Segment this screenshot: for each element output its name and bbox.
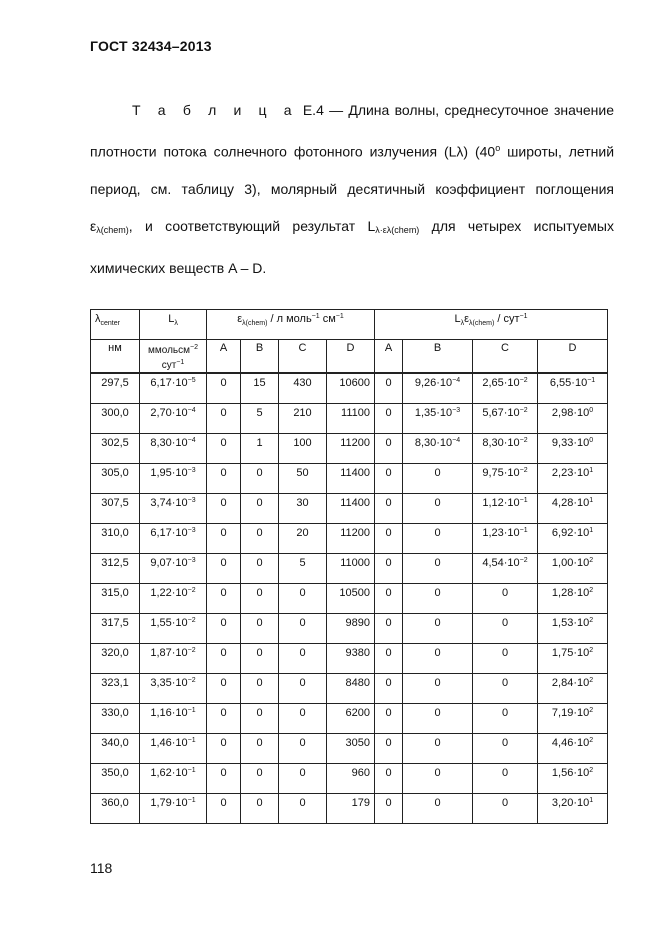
cell-res-d: $9,33\cdot 10^0$ (538, 434, 608, 464)
cell-res-d: $2,23\cdot 10^1$ (538, 464, 608, 494)
cell-wavelength: 300,0 (91, 404, 140, 434)
cell-eps-d: 11100 (327, 404, 375, 434)
cell-wavelength: 350,0 (91, 764, 140, 794)
cell-res-a: 0 (375, 794, 403, 824)
cell-eps-b: 0 (241, 764, 279, 794)
caption-sub-2: λ·ελ(chem) (375, 225, 420, 236)
cell-eps-b: 0 (241, 464, 279, 494)
cell-eps-c: 0 (279, 674, 327, 704)
cell-eps-d: 11200 (327, 524, 375, 554)
caption-degree: о (495, 142, 501, 153)
cell-eps-d: 11200 (327, 434, 375, 464)
header-res-a: A (375, 340, 403, 374)
table-row (91, 674, 608, 704)
cell-eps-c: 0 (279, 734, 327, 764)
cell-res-a: 0 (375, 674, 403, 704)
cell-l-lambda: $1,62\cdot 10^{-1}$ (140, 764, 207, 794)
header-res-c: C (473, 340, 538, 374)
cell-res-c: $8,30\cdot 10^{-2}$ (473, 434, 538, 464)
cell-res-b: 0 (403, 734, 473, 764)
cell-res-b: 0 (403, 644, 473, 674)
cell-eps-a: 0 (207, 704, 241, 734)
cell-eps-a: 0 (207, 494, 241, 524)
caption-text-4: для четырех испытуемых химических веществ A – D. (90, 218, 614, 276)
cell-eps-c: 210 (279, 404, 327, 434)
cell-res-a: 0 (375, 644, 403, 674)
cell-eps-a: 0 (207, 554, 241, 584)
cell-l-lambda: $3,35\cdot 10^{-2}$ (140, 674, 207, 704)
cell-wavelength: 305,0 (91, 464, 140, 494)
header-eps-c: C (279, 340, 327, 374)
cell-res-a: 0 (375, 373, 403, 404)
table-row (91, 734, 608, 764)
cell-eps-a: 0 (207, 674, 241, 704)
cell-res-b: $1,35\cdot 10^{-3}$ (403, 404, 473, 434)
cell-eps-b: 0 (241, 554, 279, 584)
header-l-lambda: $L_\lambda$ (140, 310, 207, 340)
caption-text-3: , и соответствующий результат L (128, 218, 376, 235)
caption-table-id: Е.4 (302, 102, 324, 118)
cell-res-c: $1,23\cdot 10^{-1}$ (473, 524, 538, 554)
cell-eps-b: 0 (241, 734, 279, 764)
cell-eps-c: 430 (279, 373, 327, 404)
cell-eps-a: 0 (207, 794, 241, 824)
cell-res-c: 0 (473, 704, 538, 734)
cell-l-lambda: $9,07\cdot 10^{-3}$ (140, 554, 207, 584)
cell-res-d: $1,56\cdot 10^2$ (538, 764, 608, 794)
cell-res-b: 0 (403, 554, 473, 584)
caption-table-word: Т а б л и ц а (132, 102, 298, 118)
cell-eps-c: 0 (279, 644, 327, 674)
table-caption (90, 92, 614, 287)
cell-wavelength: 315,0 (91, 584, 140, 614)
cell-res-d: $1,00\cdot 10^2$ (538, 554, 608, 584)
cell-wavelength: 302,5 (91, 434, 140, 464)
table-row (91, 494, 608, 524)
caption-sub-1: λ(chem) (96, 225, 129, 236)
cell-res-c: $2,65\cdot 10^{-2}$ (473, 373, 538, 404)
cell-eps-d: 11000 (327, 554, 375, 584)
cell-eps-b: 15 (241, 373, 279, 404)
header-eps-a: A (207, 340, 241, 374)
cell-res-a: 0 (375, 464, 403, 494)
cell-eps-b: 0 (241, 524, 279, 554)
cell-eps-a: 0 (207, 373, 241, 404)
cell-res-d: $6,55\cdot 10^{-1}$ (538, 373, 608, 404)
caption-text-1: — Длина волны, среднесуточное значение плотности потока солнечного фотонного излучения (Lλ) (40 (90, 102, 614, 160)
cell-res-d: $4,28\cdot 10^1$ (538, 494, 608, 524)
cell-eps-b: 0 (241, 584, 279, 614)
cell-eps-c: 5 (279, 554, 327, 584)
cell-l-lambda: $3,74\cdot 10^{-3}$ (140, 494, 207, 524)
cell-res-c: 0 (473, 584, 538, 614)
cell-wavelength: 310,0 (91, 524, 140, 554)
cell-l-lambda: $6,17\cdot 10^{-5}$ (140, 373, 207, 404)
cell-res-b: 0 (403, 464, 473, 494)
cell-eps-d: 10600 (327, 373, 375, 404)
cell-res-b: 0 (403, 674, 473, 704)
cell-eps-b: 0 (241, 704, 279, 734)
cell-l-lambda: $6,17\cdot 10^{-3}$ (140, 524, 207, 554)
cell-l-lambda: $8,30\cdot 10^{-4}$ (140, 434, 207, 464)
cell-res-b: $9,26\cdot 10^{-4}$ (403, 373, 473, 404)
cell-res-b: 0 (403, 524, 473, 554)
cell-eps-b: 5 (241, 404, 279, 434)
cell-eps-a: 0 (207, 734, 241, 764)
cell-wavelength: 320,0 (91, 644, 140, 674)
cell-res-c: 0 (473, 734, 538, 764)
cell-eps-d: 8480 (327, 674, 375, 704)
cell-eps-a: 0 (207, 584, 241, 614)
cell-res-a: 0 (375, 554, 403, 584)
table-row (91, 373, 608, 404)
cell-res-b: 0 (403, 614, 473, 644)
cell-wavelength: 330,0 (91, 704, 140, 734)
cell-eps-c: 0 (279, 614, 327, 644)
cell-eps-c: 0 (279, 704, 327, 734)
cell-eps-b: 0 (241, 644, 279, 674)
cell-l-lambda: $1,87\cdot 10^{-2}$ (140, 644, 207, 674)
cell-l-lambda: $1,16\cdot 10^{-1}$ (140, 704, 207, 734)
cell-res-c: $4,54\cdot 10^{-2}$ (473, 554, 538, 584)
header-eps-b: B (241, 340, 279, 374)
cell-res-c: 0 (473, 674, 538, 704)
table-row (91, 644, 608, 674)
page-number: 118 (90, 860, 113, 876)
cell-res-d: $1,53\cdot 10^2$ (538, 614, 608, 644)
table-row (91, 614, 608, 644)
cell-res-c: 0 (473, 764, 538, 794)
table-row (91, 554, 608, 584)
cell-res-c: 0 (473, 614, 538, 644)
cell-res-d: $1,28\cdot 10^2$ (538, 584, 608, 614)
cell-res-d: $6,92\cdot 10^1$ (538, 524, 608, 554)
cell-res-b: 0 (403, 494, 473, 524)
header-row-2 (91, 340, 608, 374)
cell-res-d: $4,46\cdot 10^2$ (538, 734, 608, 764)
header-eps-d: D (327, 340, 375, 374)
cell-eps-b: 1 (241, 434, 279, 464)
cell-eps-d: 9380 (327, 644, 375, 674)
cell-eps-c: 100 (279, 434, 327, 464)
table-row (91, 584, 608, 614)
cell-eps-c: 20 (279, 524, 327, 554)
cell-eps-a: 0 (207, 434, 241, 464)
cell-l-lambda: $1,22\cdot 10^{-2}$ (140, 584, 207, 614)
cell-wavelength: 340,0 (91, 734, 140, 764)
cell-eps-d: 11400 (327, 494, 375, 524)
cell-eps-d: 179 (327, 794, 375, 824)
cell-eps-a: 0 (207, 764, 241, 794)
cell-res-b: 0 (403, 704, 473, 734)
cell-eps-b: 0 (241, 794, 279, 824)
cell-res-d: $1,75\cdot 10^2$ (538, 644, 608, 674)
cell-wavelength: 360,0 (91, 794, 140, 824)
table-row (91, 764, 608, 794)
header-res-d: D (538, 340, 608, 374)
cell-eps-b: 0 (241, 674, 279, 704)
cell-eps-a: 0 (207, 404, 241, 434)
cell-eps-d: 9890 (327, 614, 375, 644)
header-res-b: B (403, 340, 473, 374)
cell-res-a: 0 (375, 704, 403, 734)
cell-l-lambda: $2,70\cdot 10^{-4}$ (140, 404, 207, 434)
cell-wavelength: 297,5 (91, 373, 140, 404)
table-row (91, 404, 608, 434)
cell-res-a: 0 (375, 494, 403, 524)
cell-res-d: $2,98\cdot 10^0$ (538, 404, 608, 434)
cell-eps-b: 0 (241, 614, 279, 644)
cell-l-lambda: $1,95\cdot 10^{-3}$ (140, 464, 207, 494)
cell-res-a: 0 (375, 524, 403, 554)
table-row (91, 794, 608, 824)
header-nm: нм (91, 340, 140, 374)
cell-wavelength: 307,5 (91, 494, 140, 524)
cell-res-b: $8,30\cdot 10^{-4}$ (403, 434, 473, 464)
caption-text-2: широты, летний период, см. таблицу 3), молярный десятичный коэффициент поглощения ε (90, 143, 615, 235)
cell-eps-a: 0 (207, 614, 241, 644)
cell-res-a: 0 (375, 434, 403, 464)
table-row (91, 464, 608, 494)
cell-res-a: 0 (375, 764, 403, 794)
cell-eps-c: 50 (279, 464, 327, 494)
cell-res-b: 0 (403, 584, 473, 614)
table-row (91, 524, 608, 554)
cell-eps-c: 0 (279, 764, 327, 794)
cell-res-c: 0 (473, 644, 538, 674)
cell-eps-d: 3050 (327, 734, 375, 764)
cell-eps-d: 6200 (327, 704, 375, 734)
cell-res-c: $5,67\cdot 10^{-2}$ (473, 404, 538, 434)
cell-eps-c: 30 (279, 494, 327, 524)
cell-res-c: 0 (473, 794, 538, 824)
header-epsilon: $\varepsilon_{\lambda(chem)}$ / л моль$^{-1}$ $см^{-1}$ (207, 310, 375, 340)
header-row-1 (91, 310, 608, 340)
cell-eps-c: 0 (279, 794, 327, 824)
header-lambda-center: $\lambda_{center}$ (91, 310, 140, 340)
cell-eps-a: 0 (207, 644, 241, 674)
cell-res-b: 0 (403, 764, 473, 794)
cell-l-lambda: $1,55\cdot 10^{-2}$ (140, 614, 207, 644)
data-table (90, 309, 608, 824)
cell-eps-b: 0 (241, 494, 279, 524)
cell-wavelength: 312,5 (91, 554, 140, 584)
cell-res-a: 0 (375, 614, 403, 644)
cell-eps-d: 11400 (327, 464, 375, 494)
document-header: ГОСТ 32434–2013 (90, 38, 212, 54)
cell-eps-d: 10500 (327, 584, 375, 614)
cell-eps-d: 960 (327, 764, 375, 794)
cell-res-a: 0 (375, 404, 403, 434)
header-units: ммольсм$^{-2}$ сут$^{-1}$ (140, 340, 207, 374)
header-result: $L_\lambda\varepsilon_{\lambda(chem)} / сут^{-1}$ (375, 310, 608, 340)
cell-res-d: $2,84\cdot 10^2$ (538, 674, 608, 704)
cell-res-a: 0 (375, 584, 403, 614)
cell-l-lambda: $1,79\cdot 10^{-1}$ (140, 794, 207, 824)
cell-wavelength: 323,1 (91, 674, 140, 704)
cell-res-d: $7,19\cdot 10^2$ (538, 704, 608, 734)
cell-res-d: $3,20\cdot 10^1$ (538, 794, 608, 824)
table-row (91, 434, 608, 464)
table-row (91, 704, 608, 734)
cell-eps-a: 0 (207, 464, 241, 494)
cell-eps-a: 0 (207, 524, 241, 554)
cell-res-a: 0 (375, 734, 403, 764)
cell-res-c: $9,75\cdot 10^{-2}$ (473, 464, 538, 494)
cell-eps-c: 0 (279, 584, 327, 614)
cell-res-c: $1,12\cdot 10^{-1}$ (473, 494, 538, 524)
cell-l-lambda: $1,46\cdot 10^{-1}$ (140, 734, 207, 764)
cell-res-b: 0 (403, 794, 473, 824)
cell-wavelength: 317,5 (91, 614, 140, 644)
